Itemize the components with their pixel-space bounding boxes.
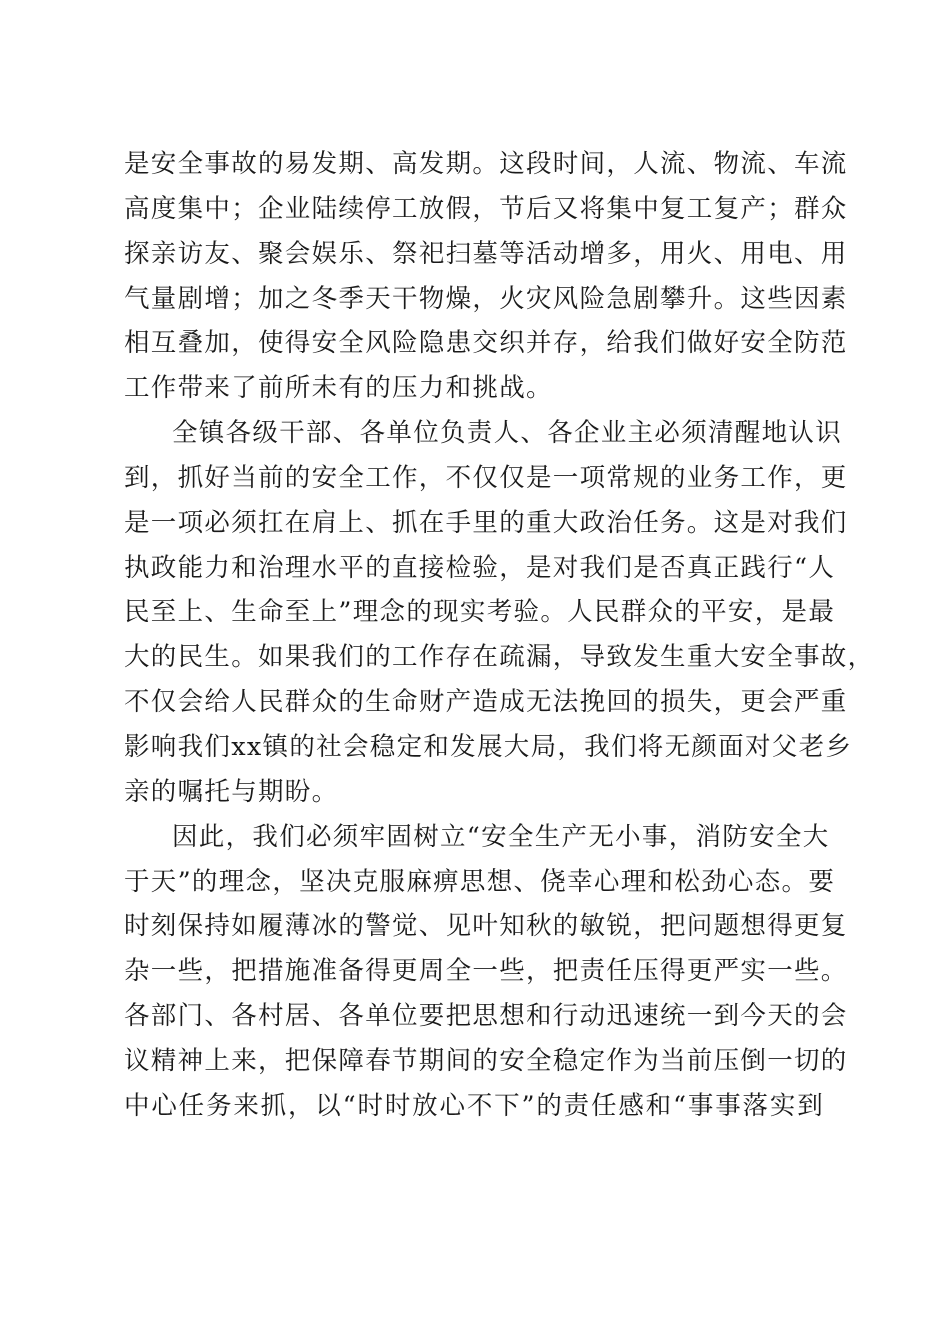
paragraph-line: 气量剧增；加之冬季天干物燥，火灾风险急剧攀升。这些因素 [124,283,848,314]
paragraph-3 [124,815,848,1129]
paragraph-line: 工作带来了前所未有的压力和挑战。 [124,373,553,404]
paragraph-line: 大的民生。如果我们的工作存在疏漏，导致发生重大安全事故， [124,642,875,673]
paragraph-line: 影响我们xx镇的社会稳定和发展大局，我们将无颜面对父老乡 [124,731,853,762]
paragraph-line: 到，抓好当前的安全工作，不仅仅是一项常规的业务工作，更 [124,462,848,493]
paragraph-line: 亲的嘱托与期盼。 [124,776,339,807]
document-body [124,142,875,1129]
paragraph-line: 杂一些，把措施准备得更周全一些，把责任压得更严实一些。 [124,956,848,987]
paragraph-line: 相互叠加，使得安全风险隐患交织并存，给我们做好安全防范 [124,328,848,359]
paragraph-line: 探亲访友、聚会娱乐、祭祀扫墓等活动增多，用火、用电、用 [124,238,848,269]
paragraph-line: 是安全事故的易发期、高发期。这段时间，人流、物流、车流 [124,149,848,179]
paragraph-1 [124,142,848,411]
paragraph-line: 各部门、各村居、各单位要把思想和行动迅速统一到今天的会 [124,1001,848,1032]
paragraph-line: 中心任务来抓，以“时时放心不下”的责任感和“事事落实到 [124,1090,824,1121]
paragraph-line: 时刻保持如履薄冰的警觉、见叶知秋的敏锐，把问题想得更复 [124,911,848,942]
paragraph-line: 于天”的理念，坚决克服麻痹思想、侥幸心理和松劲心态。要 [124,866,836,897]
paragraph-line: 民至上、生命至上”理念的现实考验。人民群众的平安，是最 [124,597,836,628]
paragraph-line: 高度集中；企业陆续停工放假，节后又将集中复工复产；群众 [124,193,848,224]
paragraph-2 [124,411,875,815]
paragraph-line: 是一项必须扛在肩上、抓在手里的重大政治任务。这是对我们 [124,507,848,538]
paragraph-line: 不仅会给人民群众的生命财产造成无法挽回的损失，更会严重 [124,687,848,718]
paragraph-line: 因此，我们必须牢固树立“安全生产无小事，消防安全大 [172,821,830,852]
paragraph-line: 议精神上来，把保障春节期间的安全稳定作为当前压倒一切的 [124,1045,848,1076]
paragraph-line: 执政能力和治理水平的直接检验，是对我们是否真正践行“人 [124,552,836,583]
paragraph-line: 全镇各级干部、各单位负责人、各企业主必须清醒地认识 [172,418,843,449]
